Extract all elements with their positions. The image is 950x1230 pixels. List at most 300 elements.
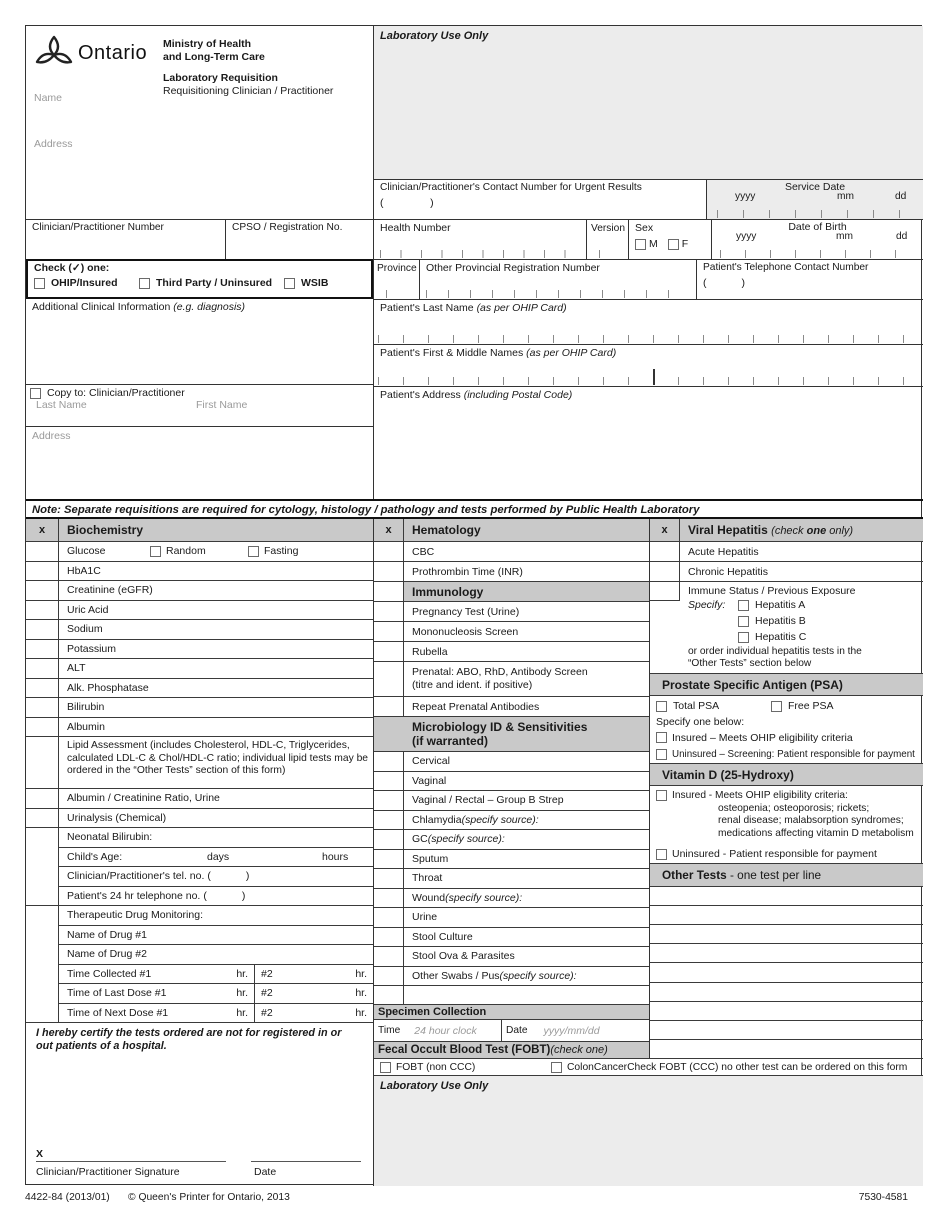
test-row (374, 696, 649, 716)
test-row (650, 561, 923, 581)
x-cell (374, 581, 404, 601)
hr-label: hr. (236, 967, 248, 980)
psa-insured-row (650, 730, 923, 745)
test-row (374, 641, 649, 661)
x-cell[interactable] (26, 580, 59, 600)
test-row-drug2 (26, 944, 373, 964)
copy-to-label: Copy to: Clinician/Practitioner (47, 387, 185, 399)
glucose-label: Glucose (67, 545, 106, 558)
test-row-neonatal (26, 827, 373, 847)
hepatitis-a-checkbox[interactable] (738, 600, 749, 611)
clinician-header-box (26, 26, 373, 219)
digit-ticks (378, 377, 919, 385)
test-label: Cervical (412, 755, 450, 768)
test-label: Wound (412, 891, 446, 904)
province-label: Province (377, 263, 417, 274)
x-cell[interactable] (26, 736, 59, 788)
x-cell[interactable] (650, 541, 680, 561)
test-hint: (specify source): (461, 813, 539, 826)
test-row (650, 541, 923, 561)
x-cell (26, 983, 59, 1003)
lab-requisition-form (25, 25, 922, 1185)
version-field[interactable] (586, 219, 628, 259)
x-cell[interactable] (374, 927, 404, 947)
glucose-fasting-label: Fasting (264, 545, 299, 558)
x-cell[interactable] (26, 561, 59, 581)
immunology-header (374, 581, 649, 601)
test-row-immune-status (650, 581, 923, 673)
clinician-tel-label: Clinician/Practitioner's tel. no. (67, 870, 205, 883)
fobt-non-ccc-label: FOBT (non CCC) (396, 1061, 476, 1073)
test-row-time-last-dose (26, 983, 373, 1003)
immune-status-label: Immune Status / Previous Exposure (688, 585, 856, 597)
psa-options-row (650, 695, 923, 716)
x-cell[interactable] (374, 696, 404, 716)
hepatitis-b-checkbox[interactable] (738, 616, 749, 627)
patient-tel-paren: ( ) (203, 889, 246, 902)
cpso-registration-field[interactable]: CPSO / Registration No. (232, 222, 343, 233)
test-row (374, 966, 649, 986)
wsib-checkbox[interactable] (284, 278, 295, 289)
test-label: Rubella (404, 641, 649, 661)
time-next-dose-content[interactable] (59, 1003, 373, 1023)
sex-options (635, 238, 711, 250)
sex-field (628, 219, 711, 259)
x-cell[interactable] (374, 561, 404, 581)
hematology-header (374, 519, 649, 541)
fobt-header (374, 1041, 649, 1058)
x-cell[interactable] (26, 658, 59, 678)
urgent-contact-box[interactable] (373, 179, 706, 219)
other-tests-rows (650, 886, 923, 1058)
x-cell[interactable] (374, 810, 404, 830)
test-row (374, 751, 649, 771)
patient-address-field[interactable] (373, 386, 923, 499)
hr-label: hr. (355, 987, 367, 1000)
other-test-write-in[interactable] (650, 924, 923, 943)
other-test-write-in[interactable] (650, 982, 923, 1001)
test-label: Other Swabs / Pus (412, 969, 500, 982)
dob-label: Date of Birth (788, 221, 847, 233)
other-tests-title: Other Tests (662, 868, 727, 882)
glucose-content (59, 541, 373, 561)
third-party-checkbox[interactable] (139, 278, 150, 289)
digit-ticks (599, 250, 616, 258)
hr-label: hr. (355, 967, 367, 980)
childs-age-days-label: days (207, 850, 230, 863)
test-row (374, 868, 649, 888)
digit-ticks (426, 290, 690, 298)
copy-to-checkbox[interactable] (30, 388, 41, 399)
prenatal-content (404, 661, 649, 696)
other-test-write-in[interactable] (650, 886, 923, 905)
test-label: GC (412, 833, 428, 846)
digit-ticks (378, 335, 919, 343)
x-cell (26, 1003, 59, 1023)
specimen-time-date-row (374, 1019, 649, 1041)
hr-label: hr. (355, 1006, 367, 1019)
clinician-number-field[interactable]: Clinician/Practitioner Number (26, 220, 226, 259)
urgent-contact-phone: ( ) (380, 197, 434, 209)
ontario-trillium-logo (32, 34, 76, 72)
sex-m-checkbox[interactable] (635, 239, 646, 250)
x-cell[interactable] (374, 849, 404, 869)
time-next-dose-label: Time of Next Dose #1 (67, 1006, 169, 1019)
specimen-time-label: Time (378, 1025, 401, 1036)
x-cell[interactable] (374, 771, 404, 791)
fobt-ccc-checkbox[interactable] (551, 1062, 562, 1073)
clinical-info-box[interactable] (26, 299, 373, 384)
test-hint: (specify source): (427, 833, 505, 846)
x-cell[interactable] (374, 601, 404, 621)
ohip-insured-checkbox[interactable] (34, 278, 45, 289)
fobt-options-row (373, 1058, 923, 1075)
test-row (374, 541, 649, 561)
glucose-random-checkbox[interactable] (150, 546, 161, 557)
psa-header (650, 673, 923, 695)
patient-phone-field[interactable] (696, 259, 923, 299)
other-test-write-in[interactable] (650, 1001, 923, 1020)
immune-note: or order individual hepatitis tests in the “Other Tests” section below (688, 646, 862, 669)
biochemistry-title: Biochemistry (67, 523, 144, 537)
time-last-dose-content[interactable] (59, 983, 373, 1003)
clinical-info-hint: (e.g. diagnosis) (173, 301, 246, 313)
x-cell[interactable] (374, 790, 404, 810)
lab-use-only-top-box (373, 26, 923, 179)
x-cell[interactable] (374, 985, 404, 1004)
patient-tel-label: Patient's 24 hr telephone no. (67, 889, 201, 902)
date-of-birth-field[interactable] (711, 219, 923, 259)
note-bar: Note: Separate requisitions are required for cytology, histology / pathology and tests performed by Public Health Laboratory (26, 499, 923, 519)
test-row (26, 697, 373, 717)
hematology-x-header: x (374, 519, 404, 541)
test-row (374, 849, 649, 869)
test-label: Urine (412, 911, 438, 924)
test-label: Creatinine (eGFR) (59, 580, 373, 600)
health-number-field[interactable] (373, 219, 586, 259)
test-label: Albumin / Creatinine Ratio, Urine (59, 788, 373, 808)
x-cell[interactable] (26, 639, 59, 659)
test-row (374, 907, 649, 927)
test-hint: (specify source): (499, 969, 577, 982)
copy-to-address-field: Address (32, 430, 71, 442)
x-cell[interactable] (374, 641, 404, 661)
biochemistry-column (26, 519, 373, 1186)
x-cell[interactable] (650, 561, 680, 581)
signature-line[interactable] (36, 1161, 226, 1162)
clinician-name-field[interactable]: Name (34, 92, 63, 104)
test-row (374, 621, 649, 641)
service-date-label: Service Date (784, 181, 846, 193)
immune-option-row (738, 630, 806, 644)
specimen-date-label: Date (506, 1025, 528, 1036)
sex-f-checkbox[interactable] (668, 239, 679, 250)
patient-address-label: Patient's Address (380, 389, 464, 401)
digit-ticks (720, 250, 917, 258)
patient-phone-paren: ( ) (703, 277, 745, 289)
vitamin-d-uninsured-row (650, 845, 923, 863)
urgent-contact-label: Clinician/Practitioner's Contact Number for Urgent Results (380, 182, 642, 193)
biochemistry-header (26, 519, 373, 541)
service-date-box[interactable] (706, 179, 923, 219)
test-label: Acute Hepatitis (680, 541, 923, 561)
test-row-empty (374, 985, 649, 1004)
version-label: Version (591, 223, 625, 234)
service-date-dd: dd (895, 191, 907, 202)
health-number-label: Health Number (380, 222, 451, 234)
x-cell[interactable] (374, 868, 404, 888)
patient-last-name-hint: (as per OHIP Card) (476, 302, 567, 314)
patient-first-names-field[interactable] (373, 344, 923, 386)
hepatitis-header (650, 519, 923, 541)
hepatitis-a-label: Hepatitis A (755, 599, 806, 611)
test-label: Chlamydia (412, 813, 462, 826)
immune-specify-label: Specify: (688, 599, 726, 611)
test-row (374, 888, 649, 908)
test-label: CBC (404, 541, 649, 561)
test-label: Albumin (59, 717, 373, 737)
ohip-insured-label: OHIP/Insured (51, 277, 118, 289)
drug1-label[interactable]: Name of Drug #1 (59, 925, 373, 945)
other-test-write-in[interactable] (650, 1020, 923, 1039)
patient-last-name-label: Patient's Last Name (380, 302, 477, 314)
x-cell[interactable] (374, 541, 404, 561)
test-row (374, 829, 649, 849)
signature-label: Clinician/Practitioner Signature (36, 1166, 180, 1178)
psa-uninsured-label: Uninsured – Screening: Patient responsible for payment (672, 748, 915, 760)
copy-to-row (30, 387, 373, 399)
copy-to-name-fields (30, 399, 373, 411)
test-label: Prothrombin Time (INR) (404, 561, 649, 581)
fobt-title: Fecal Occult Blood Test (FOBT) (378, 1044, 551, 1056)
test-row (26, 658, 373, 678)
copy-to-box (26, 384, 373, 426)
service-date-mm: mm (837, 191, 854, 202)
number2-label: #2 (261, 987, 273, 1000)
vitamin-d-insured-row (656, 790, 923, 803)
x-cell[interactable] (26, 788, 59, 808)
free-psa-checkbox[interactable] (771, 701, 782, 712)
x-cell (26, 866, 59, 886)
x-cell[interactable] (374, 621, 404, 641)
dob-dd: dd (896, 231, 908, 242)
form-title: Laboratory Requisition (163, 72, 278, 84)
payment-check-one-box (26, 259, 373, 299)
x-cell[interactable] (26, 678, 59, 698)
immune-option-row (738, 614, 806, 628)
vitamin-d-insured-checkbox[interactable] (656, 790, 667, 801)
tdm-label: Therapeutic Drug Monitoring: (59, 905, 373, 925)
form-subtitle: Requisitioning Clinician / Practitioner (163, 84, 334, 97)
x-cell[interactable] (374, 966, 404, 986)
ministry-block (163, 38, 333, 97)
test-label: ALT (59, 658, 373, 678)
clinician-address-field[interactable]: Address (34, 138, 73, 150)
test-row (374, 810, 649, 830)
wsib-label: WSIB (301, 277, 329, 289)
patient-first-names-hint: (as per OHIP Card) (526, 347, 617, 359)
psa-uninsured-checkbox[interactable] (656, 749, 667, 760)
test-label: Vaginal / Rectal – Group B Strep (412, 794, 564, 807)
test-row (26, 788, 373, 808)
sex-label: Sex (635, 222, 654, 234)
x-cell[interactable] (374, 751, 404, 771)
x-cell[interactable] (374, 946, 404, 966)
vitamin-d-uninsured-label: Uninsured - Patient responsible for payment (672, 848, 877, 860)
specimen-date-field[interactable] (502, 1020, 649, 1041)
prenatal-label-line2: (titre and ident. if positive) (412, 679, 533, 691)
x-cell[interactable] (26, 905, 59, 925)
test-label: Urinalysis (Chemical) (59, 808, 373, 828)
test-row-patient-tel (26, 886, 373, 906)
drug2-label[interactable]: Name of Drug #2 (59, 944, 373, 964)
test-label: Pregnancy Test (Urine) (404, 601, 649, 621)
x-cell[interactable] (26, 600, 59, 620)
x-cell (26, 925, 59, 945)
other-provincial-reg-label: Other Provincial Registration Number (426, 262, 600, 274)
third-party-label: Third Party / Uninsured (156, 277, 273, 289)
test-label: Uric Acid (59, 600, 373, 620)
childs-age-label: Child's Age: (67, 850, 123, 863)
microbiology-title-line2: (if warranted) (412, 734, 489, 748)
hepatitis-c-label: Hepatitis C (755, 631, 807, 643)
certification-box (26, 1022, 373, 1186)
other-test-write-in[interactable] (650, 943, 923, 962)
x-cell[interactable] (374, 661, 404, 696)
time-collected-content[interactable] (59, 964, 373, 984)
test-row (374, 601, 649, 621)
test-label: Throat (412, 872, 443, 885)
biochemistry-x-header: x (26, 519, 59, 541)
certification-text: I hereby certify the tests ordered are not for registered in or out patients of a hospital. (36, 1027, 342, 1052)
digit-ticks (386, 290, 407, 298)
prenatal-label-line1: Prenatal: ABO, RhD, Antibody Screen (412, 666, 588, 678)
glucose-x-cell[interactable] (26, 541, 59, 561)
fobt-non-ccc-checkbox[interactable] (380, 1062, 391, 1073)
digit-ticks (380, 250, 582, 258)
copy-to-last-name-field[interactable]: Last Name (36, 399, 87, 411)
name-divider-tick (653, 369, 655, 385)
copy-to-address-box[interactable] (26, 426, 373, 499)
x-cell[interactable] (650, 581, 680, 601)
psa-uninsured-row (650, 745, 923, 763)
childs-age-content[interactable] (59, 847, 373, 867)
service-date-yyyy: yyyy (735, 191, 756, 202)
test-row-tdm (26, 905, 373, 925)
clinician-tel-content[interactable] (59, 866, 373, 886)
x-cell[interactable] (374, 888, 404, 908)
time-collected-label: Time Collected #1 (67, 967, 152, 980)
patient-phone-label: Patient's Telephone Contact Number (703, 262, 869, 273)
test-row-childs-age (26, 847, 373, 867)
total-psa-label: Total PSA (673, 700, 720, 712)
other-provincial-reg-field[interactable] (419, 259, 696, 299)
vitamin-d-uninsured-checkbox[interactable] (656, 849, 667, 860)
check-one-options (34, 277, 371, 289)
x-cell (26, 944, 59, 964)
test-row (26, 717, 373, 737)
other-test-write-in[interactable] (650, 962, 923, 981)
patient-address-hint: (including Postal Code) (463, 389, 573, 401)
hepatitis-c-checkbox[interactable] (738, 632, 749, 643)
free-psa-label: Free PSA (788, 700, 834, 712)
fobt-ccc-label: ColonCancerCheck FOBT (CCC) no other test can be ordered on this form (567, 1061, 908, 1073)
test-label: Repeat Prenatal Antibodies (404, 696, 649, 716)
province-field[interactable] (373, 259, 419, 299)
vitamin-d-criteria: osteopenia; osteoporosis; rickets; renal disease; malabsorption syndromes; medications affecting vitamin D metabolism (718, 802, 914, 839)
test-row (26, 678, 373, 698)
copy-to-first-name-field[interactable]: First Name (196, 399, 248, 411)
glucose-random-label: Random (166, 545, 206, 558)
test-row (374, 561, 649, 581)
other-test-write-in[interactable] (650, 905, 923, 924)
test-label: Stool Culture (412, 930, 473, 943)
sex-f-label: F (681, 238, 689, 250)
immune-status-content (680, 581, 923, 673)
clinical-info-label: Additional Clinical Information (32, 301, 174, 313)
signature-date-line[interactable] (251, 1161, 361, 1162)
lab-use-only-bottom-label: Laboratory Use Only (380, 1080, 489, 1092)
test-row (374, 927, 649, 947)
test-label: Chronic Hepatitis (680, 561, 923, 581)
x-cell[interactable] (26, 619, 59, 639)
digit-ticks (717, 210, 917, 218)
x-cell[interactable] (26, 717, 59, 737)
glucose-fasting-checkbox[interactable] (248, 546, 259, 557)
x-cell[interactable] (26, 697, 59, 717)
dob-mm: mm (836, 231, 853, 242)
other-tests-hint: - one test per line (726, 868, 822, 882)
specimen-time-placeholder: 24 hour clock (414, 1024, 477, 1037)
test-row-lipid (26, 736, 373, 788)
clinician-ids-row (26, 219, 373, 259)
x-cell[interactable] (26, 808, 59, 828)
dob-yyyy: yyyy (736, 231, 757, 242)
test-row (26, 580, 373, 600)
other-test-write-in[interactable] (650, 1039, 923, 1058)
footer-form-number: 4422-84 (2013/01) (25, 1192, 110, 1203)
patient-first-names-label: Patient's First & Middle Names (380, 347, 527, 359)
lab-use-only-top-label: Laboratory Use Only (380, 30, 489, 42)
test-label: Alk. Phosphatase (59, 678, 373, 698)
specimen-time-field[interactable] (374, 1020, 502, 1041)
psa-insured-label: Insured – Meets OHIP eligibility criteria (672, 731, 853, 744)
test-row (26, 600, 373, 620)
test-row-time-next-dose (26, 1003, 373, 1023)
vitamin-d-insured-label: Insured - Meets OHIP eligibility criteria: (672, 790, 848, 801)
x-cell[interactable] (374, 907, 404, 927)
test-row (26, 561, 373, 581)
psa-title: Prostate Specific Antigen (PSA) (662, 677, 843, 692)
test-row-prenatal (374, 661, 649, 696)
test-row-time-collected (26, 964, 373, 984)
total-psa-checkbox[interactable] (656, 701, 667, 712)
sex-m-label: M (649, 238, 658, 250)
x-cell[interactable] (26, 827, 59, 847)
childs-age-hours-label: hours (322, 850, 349, 863)
patient-tel-content[interactable] (59, 886, 373, 906)
time-last-dose-label: Time of Last Dose #1 (67, 987, 167, 1000)
patient-last-name-field[interactable] (373, 299, 923, 344)
empty-write-in[interactable] (404, 985, 649, 1004)
x-cell[interactable] (374, 829, 404, 849)
vitamin-d-insured-block (650, 785, 923, 845)
test-row (374, 790, 649, 810)
test-label: Bilirubin (59, 697, 373, 717)
psa-insured-checkbox[interactable] (656, 732, 667, 743)
vitamin-d-header (650, 763, 923, 785)
x-cell (26, 964, 59, 984)
